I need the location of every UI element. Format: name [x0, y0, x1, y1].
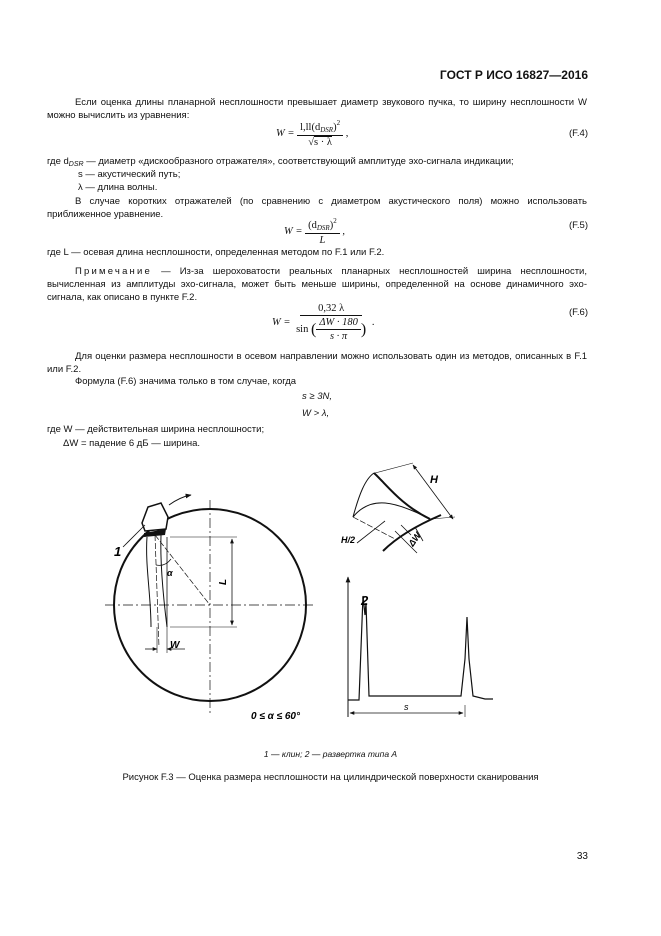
paragraph-axial: Для оценки размера несплошности в осевом направлении можно использовать один из методов, описанных в F.1 или F.2. — [47, 351, 587, 375]
eq-f6-inner-num: ΔW · 180 — [316, 317, 361, 330]
equation-f5 — [284, 217, 345, 246]
eq-f5-num-sub: DSR — [316, 224, 330, 232]
label-alpha: α — [167, 568, 173, 578]
eq-f5-tail: , — [342, 225, 345, 237]
detail-view — [353, 463, 455, 553]
figure-f3 — [95, 455, 525, 745]
eq-f4-num-sup: 2 — [336, 119, 341, 127]
paragraph-short-reflectors: В случае коротких отражателей (по сравнению с диаметром акустического поля) можно использовать приближенное уравнение. — [47, 196, 587, 220]
equation-f6 — [272, 303, 374, 342]
standard-header: ГОСТ Р ИСО 16827—2016 — [439, 68, 588, 82]
eq-f4-lhs: W = — [276, 127, 295, 139]
label-w: W — [170, 640, 180, 651]
label-s: s — [404, 702, 409, 712]
eq-f5-num: (d — [308, 220, 317, 231]
eq-f5-lhs: W = — [284, 225, 303, 237]
definition-lambda: λ — длина волны. — [78, 182, 158, 193]
eq-f6-tail: . — [371, 316, 375, 328]
eq-f5-den: L — [319, 235, 326, 246]
label-two: 2 — [361, 593, 369, 608]
label-h: H — [430, 474, 438, 486]
label-angle-range: 0 ≤ α ≤ 60° — [251, 711, 300, 722]
eq-f6-lhs: W = — [272, 316, 291, 328]
figure-caption: Рисунок F.3 — Оценка размера несплошности на цилиндрической поверхности сканирования — [122, 772, 539, 783]
definition-dsr-sub: DSR — [68, 161, 84, 168]
eq-f6-fraction: 0,32 λ sin ( $\frac{\Delta W \cdot 180}{s \cdot \pi}$ ) — [296, 303, 367, 342]
eq-f4-fraction: $\frac{l,ll(d_{DSR})^2}{√s \cdot \lambda}$ — [297, 119, 343, 148]
note-block — [47, 265, 587, 304]
eq-f4-num: l,ll(d — [300, 122, 321, 133]
condition-s: s ≥ 3N, — [302, 391, 333, 402]
eq-f6-inner-den: s · π — [329, 331, 348, 342]
label-one: 1 — [114, 544, 122, 559]
definition-dsr-lead: где d — [47, 156, 69, 167]
equation-f4-label: (F.4) — [569, 128, 588, 139]
eq-f5-num-sup: 2 — [333, 217, 337, 225]
eq-f6-num: 0,32 λ — [300, 303, 362, 316]
definition-s: s — акустический путь; — [78, 169, 181, 180]
paragraph-f6-validity: Формула (F.6) значима только в том случае, когда — [75, 376, 297, 387]
eq-f4-den: s · λ — [313, 137, 332, 148]
condition-w: W > λ, — [302, 408, 330, 419]
label-dw: ΔW — [406, 530, 423, 549]
alpha-arc — [156, 559, 171, 565]
eq-f6-inner-fraction — [316, 317, 361, 342]
eq-f4-tail: , — [345, 127, 349, 139]
label-h2: H/2 — [341, 535, 356, 545]
definition-dw: ΔW = падение 6 дБ — ширина. — [63, 438, 201, 449]
leader-line-1 — [123, 525, 145, 547]
note-label: Примечание — [75, 266, 152, 277]
definition-dsr-rest: — диаметр «дискообразного отражателя», соответствующий амплитуде эхо-сигнала индикации; — [83, 156, 514, 167]
note-text: — Из-за шероховатости реальных планарных несплошностей ширина несплошности, вычисленная из амплитуды эхо-сигнала, может быть меньше ширины, определенной на основе динамичного эхо-сигнала, как описано в пункте F.2. — [47, 266, 587, 303]
figure-legend: 1 — клин; 2 — развертка типа A — [263, 749, 398, 759]
equation-f6-label: (F.6) — [569, 307, 588, 318]
equation-f4 — [276, 119, 348, 148]
paragraph-intro: Если оценка длины планарной несплошности превышает диаметр звукового пучка, то ширину несплошности W можно вычислить из уравнения: — [47, 97, 587, 121]
definition-l: где L — осевая длина несплошности, определенная методом по F.1 или F.2. — [47, 247, 385, 258]
sound-beam — [147, 535, 210, 647]
equation-f5-label: (F.5) — [569, 220, 588, 231]
eq-f5-fraction: $\frac{(d_{DSR})^2}{L}$ — [305, 217, 340, 246]
page-number: 33 — [576, 851, 588, 862]
a-scan-display — [348, 577, 493, 717]
probe-wedge — [142, 503, 168, 537]
definition-w: где W — действительная ширина несплошности; — [47, 424, 265, 435]
eq-f6-sin: sin — [296, 323, 309, 335]
label-l: L — [218, 578, 229, 585]
movement-arrow-icon — [169, 495, 191, 505]
eq-f4-num-sub: DSR — [320, 126, 334, 134]
